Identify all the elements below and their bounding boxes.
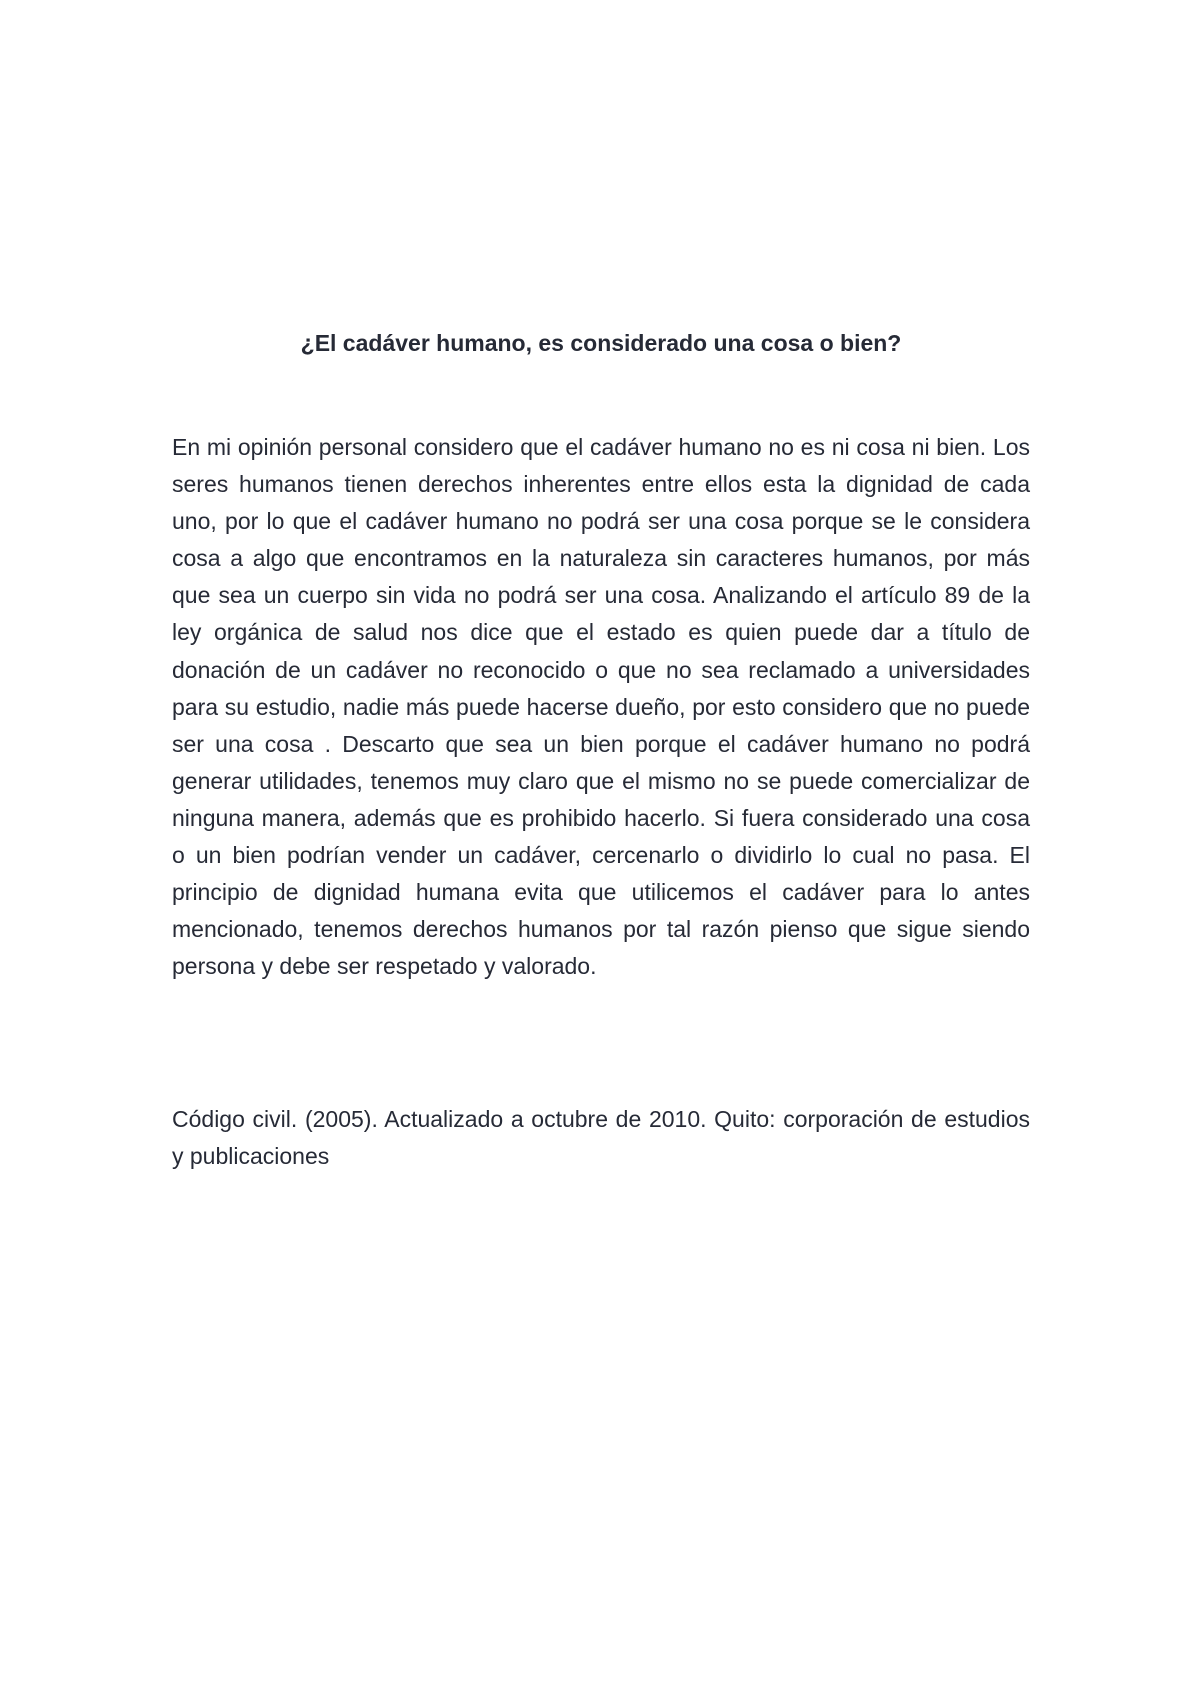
reference-citation: Código civil. (2005). Actualizado a octubre de 2010. Quito: corporación de estudios y publicaciones bbox=[172, 1106, 1030, 1170]
document-title: ¿El cadáver humano, es considerado una cosa o bien? bbox=[300, 330, 902, 356]
body-paragraph: En mi opinión personal considero que el cadáver humano no es ni cosa ni bien. Los seres humanos tienen derechos inherentes entre ellos esta la dignidad de cada uno, por lo que el cadáver humano no podrá ser una cosa porque se le considera cosa a algo que encontramos en la naturaleza sin caracteres humanos, por más que sea un cuerpo sin vida no podrá ser una cosa. Analizando el artículo 89 de la ley orgánica de salud nos dice que el estado es quien puede dar a título de donación de un cadáver no reconocido o que no sea reclamado a universidades para su estudio, nadie más puede hacerse dueño, por esto considero que no puede ser una cosa . Descarto que sea un bien porque el cadáver humano no podrá generar utilidades, tenemos muy claro que el mismo no se puede comercializar de ninguna manera, además que es prohibido hacerlo. Si fuera considerado una cosa o un bien podrían vender un cadáver, cercenarlo o dividirlo lo cual no pasa. El principio de dignidad humana evita que utilicemos el cadáver para lo antes mencionado, tenemos derechos humanos por tal razón pienso que sigue siendo persona y debe ser respetado y valorado. bbox=[172, 434, 1030, 980]
